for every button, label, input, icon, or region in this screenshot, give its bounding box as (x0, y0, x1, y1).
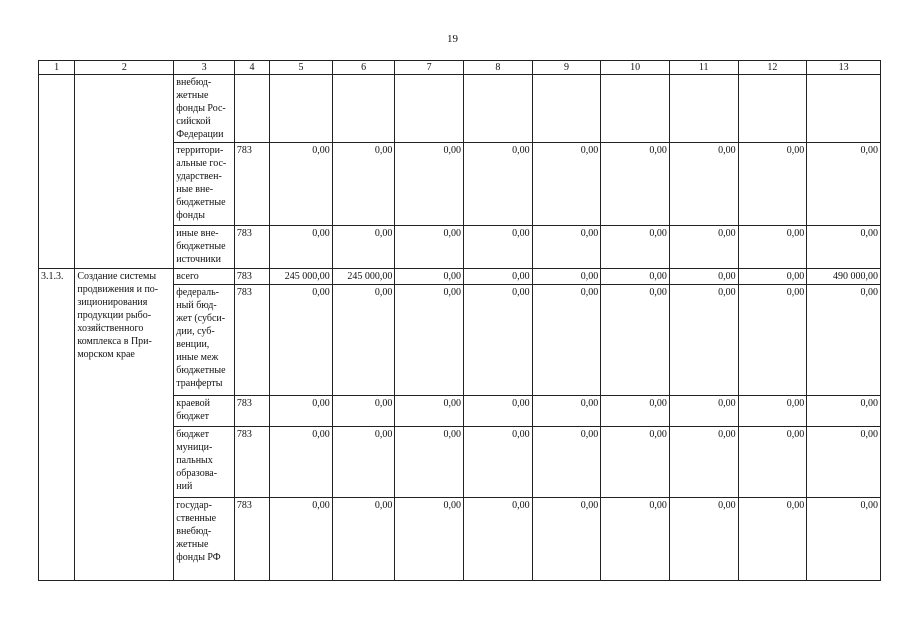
value-cell: 245 000,00 (332, 269, 395, 285)
value-cell: 0,00 (464, 143, 533, 226)
column-header: 5 (270, 61, 333, 75)
value-cell: 245 000,00 (270, 269, 333, 285)
value-cell: 0,00 (669, 143, 738, 226)
table-row (39, 75, 881, 143)
value-cell: 0,00 (332, 285, 395, 396)
value-cell: 0,00 (601, 427, 670, 498)
value-cell: 0,00 (270, 143, 333, 226)
value-cell: 0,00 (270, 498, 333, 581)
value-cell: 0,00 (738, 427, 807, 498)
column-header: 6 (332, 61, 395, 75)
value-cell: 0,00 (395, 396, 464, 427)
funding-source: всего (174, 269, 235, 285)
value-cell: 0,00 (807, 143, 881, 226)
value-cell (601, 75, 670, 143)
code-cell: 783 (234, 427, 269, 498)
value-cell: 0,00 (532, 285, 601, 396)
value-cell: 0,00 (532, 498, 601, 581)
value-cell: 0,00 (669, 226, 738, 269)
value-cell (532, 75, 601, 143)
funding-source: федераль-ный бюд-жет (субси-дии, суб-венции, иные меж бюджетные транферты (174, 285, 235, 396)
column-header: 1 (39, 61, 75, 75)
value-cell: 0,00 (738, 143, 807, 226)
item-number-cell (39, 75, 75, 269)
column-header: 3 (174, 61, 235, 75)
column-header: 7 (395, 61, 464, 75)
value-cell (464, 75, 533, 143)
funding-source: государ-ственные внебюд-жетные фонды РФ (174, 498, 235, 581)
value-cell: 0,00 (395, 143, 464, 226)
value-cell: 0,00 (270, 285, 333, 396)
value-cell: 0,00 (395, 427, 464, 498)
funding-source: внебюд-жетные фонды Рос-сийской Федерации (174, 75, 235, 143)
column-header: 11 (669, 61, 738, 75)
value-cell: 0,00 (601, 143, 670, 226)
value-cell: 0,00 (532, 226, 601, 269)
value-cell: 0,00 (532, 396, 601, 427)
column-header: 8 (464, 61, 533, 75)
value-cell (807, 75, 881, 143)
value-cell: 0,00 (464, 498, 533, 581)
funding-source: территори-альные гос-ударствен-ные вне-бюджетные фонды (174, 143, 235, 226)
value-cell: 0,00 (532, 427, 601, 498)
value-cell: 0,00 (738, 226, 807, 269)
column-header: 4 (234, 61, 269, 75)
value-cell (332, 75, 395, 143)
value-cell (738, 75, 807, 143)
column-header: 10 (601, 61, 670, 75)
value-cell: 0,00 (270, 427, 333, 498)
value-cell: 0,00 (738, 498, 807, 581)
value-cell: 0,00 (601, 396, 670, 427)
page-number: 19 (447, 33, 458, 45)
funding-source: бюджет муници-пальных образова-ний (174, 427, 235, 498)
funding-source: краевой бюджет (174, 396, 235, 427)
code-cell: 783 (234, 396, 269, 427)
value-cell: 0,00 (601, 285, 670, 396)
column-number-row (39, 61, 881, 75)
column-header: 2 (75, 61, 174, 75)
value-cell: 0,00 (395, 269, 464, 285)
value-cell: 0,00 (738, 285, 807, 396)
value-cell: 0,00 (464, 285, 533, 396)
value-cell: 0,00 (669, 427, 738, 498)
item-name-cell: Создание системы продвижения и по-зиционирования продукции рыбо-хозяйственного комплекса в При-морском крае (75, 269, 174, 581)
value-cell: 0,00 (601, 226, 670, 269)
code-cell: 783 (234, 498, 269, 581)
column-header: 12 (738, 61, 807, 75)
value-cell: 0,00 (332, 226, 395, 269)
column-header: 9 (532, 61, 601, 75)
code-cell (234, 75, 269, 143)
code-cell: 783 (234, 226, 269, 269)
value-cell: 0,00 (332, 427, 395, 498)
value-cell: 0,00 (464, 269, 533, 285)
value-cell: 0,00 (738, 396, 807, 427)
value-cell: 0,00 (270, 396, 333, 427)
item-name-cell (75, 75, 174, 269)
value-cell: 0,00 (807, 285, 881, 396)
value-cell: 0,00 (669, 269, 738, 285)
value-cell (395, 75, 464, 143)
code-cell: 783 (234, 143, 269, 226)
item-number-cell: 3.1.3. (39, 269, 75, 581)
value-cell: 0,00 (669, 396, 738, 427)
value-cell: 490 000,00 (807, 269, 881, 285)
table-row (39, 269, 881, 285)
value-cell: 0,00 (464, 226, 533, 269)
column-header: 13 (807, 61, 881, 75)
value-cell: 0,00 (395, 285, 464, 396)
value-cell: 0,00 (332, 396, 395, 427)
value-cell: 0,00 (532, 143, 601, 226)
value-cell: 0,00 (669, 498, 738, 581)
budget-table (38, 60, 881, 581)
value-cell: 0,00 (807, 427, 881, 498)
value-cell: 0,00 (332, 143, 395, 226)
code-cell: 783 (234, 285, 269, 396)
value-cell: 0,00 (395, 498, 464, 581)
value-cell: 0,00 (807, 498, 881, 581)
value-cell: 0,00 (807, 396, 881, 427)
value-cell: 0,00 (395, 226, 464, 269)
value-cell: 0,00 (332, 498, 395, 581)
value-cell: 0,00 (532, 269, 601, 285)
value-cell: 0,00 (601, 269, 670, 285)
funding-source: иные вне-бюджетные источники (174, 226, 235, 269)
code-cell: 783 (234, 269, 269, 285)
value-cell: 0,00 (807, 226, 881, 269)
value-cell: 0,00 (738, 269, 807, 285)
value-cell: 0,00 (669, 285, 738, 396)
value-cell (270, 75, 333, 143)
value-cell: 0,00 (464, 427, 533, 498)
value-cell: 0,00 (601, 498, 670, 581)
value-cell: 0,00 (270, 226, 333, 269)
value-cell (669, 75, 738, 143)
value-cell: 0,00 (464, 396, 533, 427)
